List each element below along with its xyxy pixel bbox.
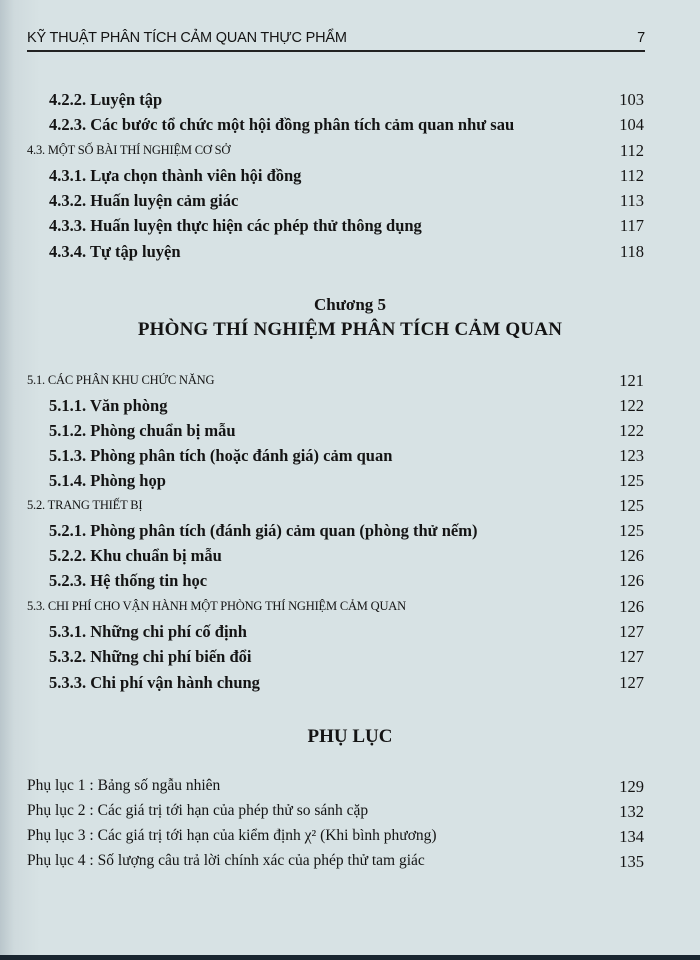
toc-entry <box>0 191 700 215</box>
toc-entry <box>0 115 700 139</box>
toc-entry <box>0 421 700 445</box>
toc-section-entry <box>0 141 700 165</box>
toc-entry-page: 121 <box>619 371 644 390</box>
toc-entry-label: 5.1.3. Phòng phân tích (hoặc đánh giá) cảm quan <box>49 446 393 465</box>
toc-entry-page: 125 <box>619 471 644 490</box>
toc-entry-page: 125 <box>619 496 644 515</box>
toc-entry-label: 5.1.1. Văn phòng <box>49 396 168 415</box>
toc-entry-label: 5.1.2. Phòng chuẩn bị mẫu <box>49 421 236 440</box>
appendix-entry <box>0 827 700 851</box>
toc-entry <box>0 446 700 470</box>
toc-entry-label: 4.3.1. Lựa chọn thành viên hội đồng <box>49 166 302 185</box>
toc-entry <box>0 242 700 266</box>
toc-entry <box>0 622 700 646</box>
toc-entry <box>0 647 700 671</box>
toc-section-entry <box>0 496 700 520</box>
toc-entry-label: 4.3. MỘT SỐ BÀI THÍ NGHIỆM CƠ SỞ <box>27 143 231 157</box>
chapter-number: Chương 5 <box>313 295 387 314</box>
toc-entry-label: 4.3.3. Huấn luyện thực hiện các phép thử thông dụng <box>49 216 422 235</box>
appendix-entry-label: Phụ lục 2 : Các giá trị tới hạn của phép thử so sánh cặp <box>27 802 369 819</box>
toc-entry-label: 5.3. CHI PHÍ CHO VẬN HÀNH MỘT PHÒNG THÍ NGHIỆM CẢM QUAN <box>27 599 406 613</box>
appendix-entry-label: Phụ lục 3 : Các giá trị tới hạn của kiểm định χ² (Khi bình phương) <box>27 827 437 844</box>
toc-entry-label: 4.2.2. Luyện tập <box>49 90 163 109</box>
toc-entry <box>0 166 700 190</box>
toc-entry-label: 5.2.1. Phòng phân tích (đánh giá) cảm quan (phòng thử nếm) <box>49 521 478 540</box>
header-rule <box>27 50 645 52</box>
appendix-entry-label: Phụ lục 4 : Số lượng câu trả lời chính xác của phép thử tam giác <box>27 852 425 869</box>
toc-entry-label: 5.3.2. Những chi phí biến đổi <box>49 647 252 666</box>
toc-entry-page: 127 <box>619 622 644 641</box>
toc-entry-page: 118 <box>619 242 644 261</box>
toc-entry <box>0 571 700 595</box>
toc-entry-page: 126 <box>619 546 644 565</box>
toc-entry-label: 5.3.3. Chi phí vận hành chung <box>49 673 260 692</box>
appendix-entry <box>0 802 700 826</box>
toc-section-entry <box>0 371 700 395</box>
toc-entry-label: 5.3.1. Những chi phí cố định <box>49 622 247 641</box>
appendix-entry-page: 135 <box>619 852 644 871</box>
toc-entry-page: 127 <box>619 673 644 692</box>
toc-entry-page: 103 <box>619 90 644 109</box>
toc-entry-label: 5.1. CÁC PHÂN KHU CHỨC NĂNG <box>27 373 215 387</box>
toc-entry-page: 122 <box>619 396 644 415</box>
appendix-entry-page: 134 <box>619 827 644 846</box>
toc-entry <box>0 396 700 420</box>
toc-entry <box>0 216 700 240</box>
page-number: 7 <box>637 30 645 46</box>
toc-entry-label: 5.2. TRANG THIẾT BỊ <box>27 498 143 512</box>
toc-entry-page: 117 <box>619 216 644 235</box>
chapter-title: PHÒNG THÍ NGHIỆM PHÂN TÍCH CẢM QUAN <box>137 319 563 340</box>
appendix-entry <box>0 852 700 876</box>
page-bottom-edge <box>0 955 700 960</box>
running-header <box>27 30 645 46</box>
toc-entry-page: 126 <box>619 597 644 616</box>
toc-entry <box>0 471 700 495</box>
toc-entry-page: 123 <box>619 446 644 465</box>
appendix-entry-label: Phụ lục 1 : Bảng số ngẫu nhiên <box>27 777 221 794</box>
toc-entry-page: 112 <box>619 141 644 160</box>
toc-entry-label: 4.2.3. Các bước tổ chức một hội đồng phân tích cảm quan như sau <box>49 115 515 134</box>
toc-entry-page: 126 <box>619 571 644 590</box>
toc-entry <box>0 521 700 545</box>
toc-entry-page: 122 <box>619 421 644 440</box>
toc-entry-label: 4.3.2. Huấn luyện cảm giác <box>49 191 239 210</box>
toc-entry-page: 125 <box>619 521 644 540</box>
toc-entry-label: 5.2.2. Khu chuẩn bị mẫu <box>49 546 222 565</box>
toc-entry-page: 104 <box>619 115 644 134</box>
appendix-entry <box>0 777 700 801</box>
toc-entry-page: 112 <box>619 166 644 185</box>
toc-entry <box>0 90 700 114</box>
toc-entry <box>0 546 700 570</box>
appendix-title: PHỤ LỤC <box>307 726 393 747</box>
running-title: KỸ THUẬT PHÂN TÍCH CẢM QUAN THỰC PHẨM <box>27 30 347 46</box>
toc-entry <box>0 673 700 697</box>
toc-entry-label: 5.1.4. Phòng họp <box>49 471 166 490</box>
toc-entry-page: 113 <box>619 191 644 210</box>
appendix-entry-page: 129 <box>619 777 644 796</box>
toc-entry-page: 127 <box>619 647 644 666</box>
appendix-entry-page: 132 <box>619 802 644 821</box>
toc-entry-label: 5.2.3. Hệ thống tin học <box>49 571 208 590</box>
toc-section-entry <box>0 597 700 621</box>
toc-entry-label: 4.3.4. Tự tập luyện <box>49 242 181 261</box>
